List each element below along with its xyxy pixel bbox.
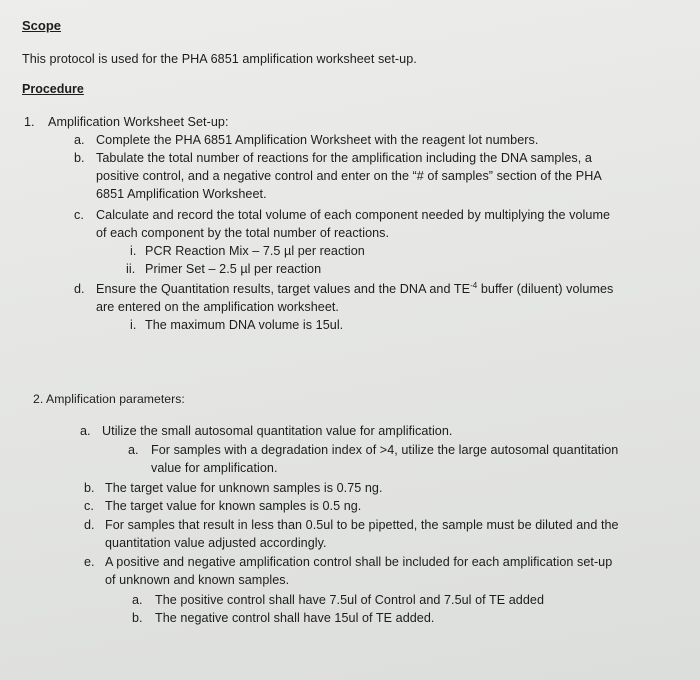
scope-text: This protocol is used for the PHA 6851 amplification worksheet set-up. <box>22 52 417 66</box>
list-item-text: quantitation value adjusted accordingly. <box>105 536 327 550</box>
list-item-text: The target value for unknown samples is 0.75 ng. <box>105 481 383 495</box>
te-superscript: -4 <box>470 281 478 290</box>
section-2-title: 2. Amplification parameters: <box>33 392 185 406</box>
list-marker: a. <box>74 133 85 147</box>
scope-heading: Scope <box>22 18 62 33</box>
list-item-text: positive control, and a negative control and enter on the “# of samples” section of the PHA <box>96 169 602 183</box>
list-marker: b. <box>84 481 95 495</box>
sublist-item-text: PCR Reaction Mix – 7.5 µl per reaction <box>145 244 365 258</box>
sublist-item-text: For samples with a degradation index of >4, utilize the large autosomal quantitation <box>151 443 619 457</box>
sublist-marker: a. <box>132 593 143 607</box>
list-marker: e. <box>84 555 95 569</box>
sublist-marker: a. <box>128 443 139 457</box>
list-item-text: 6851 Amplification Worksheet. <box>96 187 267 201</box>
list-marker: a. <box>80 424 91 438</box>
list-item-text: of each component by the total number of reactions. <box>96 226 390 240</box>
sublist-item-text: Primer Set – 2.5 µl per reaction <box>145 262 322 276</box>
list-marker: c. <box>84 499 94 513</box>
list-item-text: The target value for known samples is 0.5 ng. <box>105 499 362 513</box>
list-marker: d. <box>74 282 85 296</box>
section-1-title: Amplification Worksheet Set-up: <box>48 115 229 129</box>
procedure-heading: Procedure <box>22 82 84 96</box>
list-item-text: A positive and negative amplification control shall be included for each amplification set-up <box>105 555 613 569</box>
list-item-text: Utilize the small autosomal quantitation value for amplification. <box>102 424 453 438</box>
te-line-part1: Ensure the Quantitation results, target values and the DNA and TE <box>96 282 471 296</box>
sublist-marker: i. <box>130 318 137 332</box>
list-marker: b. <box>74 151 85 165</box>
list-item-text: Calculate and record the total volume of each component needed by multiplying the volume <box>96 208 611 222</box>
sublist-marker: i. <box>130 244 137 258</box>
te-line-part2: buffer (diluent) volumes <box>477 282 614 296</box>
sublist-item-text: The maximum DNA volume is 15ul. <box>145 318 344 332</box>
list-item-text: Tabulate the total number of reactions for the amplification including the DNA samples, a <box>96 151 592 165</box>
list-item-text: Complete the PHA 6851 Amplification Worksheet with the reagent lot numbers. <box>96 133 539 147</box>
list-marker: d. <box>84 518 95 532</box>
sublist-item-text: The negative control shall have 15ul of TE added. <box>155 611 435 625</box>
list-item-text: of unknown and known samples. <box>105 573 290 587</box>
sublist-item-text: value for amplification. <box>151 461 278 475</box>
sublist-marker: ii. <box>126 262 136 276</box>
list-marker: c. <box>74 208 84 222</box>
sublist-marker: b. <box>132 611 143 625</box>
list-item-text <box>96 282 613 296</box>
list-item-text: For samples that result in less than 0.5ul to be pipetted, the sample must be diluted and the <box>105 518 619 532</box>
section-1-marker: 1. <box>24 115 35 129</box>
sublist-item-text: The positive control shall have 7.5ul of Control and 7.5ul of TE added <box>155 593 545 607</box>
list-item-text: are entered on the amplification worksheet. <box>96 300 339 314</box>
